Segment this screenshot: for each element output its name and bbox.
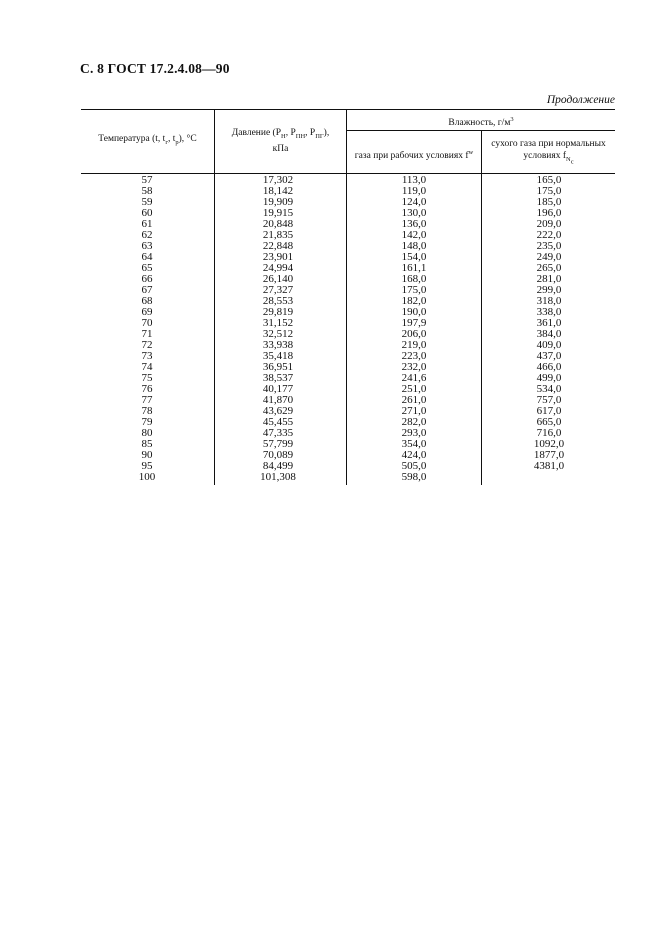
table-row [81,252,615,263]
header-working-gas: газа при рабочих условиях $f^w$ [354,149,474,162]
cell-pressure: 19,909 [262,196,294,208]
cell-working-humidity: 505,0 [401,460,427,472]
cell-temperature: 77 [141,394,153,406]
cell-pressure: 47,335 [262,427,294,439]
cell-working-humidity: 182,0 [401,295,427,307]
header-dry-gas: сухого газа при нормальных условиях $f_{N_с}$ [491,139,606,166]
cell-working-humidity: 119,0 [401,185,427,197]
cell-temperature: 74 [141,361,153,373]
cell-pressure: 38,537 [262,372,294,384]
cell-working-humidity: 136,0 [401,218,427,230]
cell-temperature: 76 [141,383,153,395]
cell-temperature: 67 [141,284,153,296]
cell-pressure: 40,177 [262,383,294,395]
cell-working-humidity: 261,0 [401,394,427,406]
cell-working-humidity: 190,0 [401,306,427,318]
cell-working-humidity: 241,6 [401,372,427,384]
cell-temperature: 70 [141,317,153,329]
cell-temperature: 72 [141,339,153,351]
cell-temperature: 63 [141,240,153,252]
cell-pressure: 57,799 [262,438,294,450]
cell-dry-humidity: 299,0 [536,284,562,296]
cell-dry-humidity: 209,0 [536,218,562,230]
cell-dry-humidity: 665,0 [536,416,562,428]
cell-temperature: 69 [141,306,153,318]
cell-temperature: 66 [141,273,153,285]
cell-working-humidity: 251,0 [401,383,427,395]
table-row [81,219,615,230]
cell-dry-humidity: 384,0 [536,328,562,340]
cell-pressure: 35,418 [262,350,294,362]
table-row [81,373,615,384]
cell-pressure: 43,629 [262,405,294,417]
cell-working-humidity: 175,0 [401,284,427,296]
cell-working-humidity: 282,0 [401,416,427,428]
table-row [81,329,615,340]
table-row [81,395,615,406]
cell-dry-humidity: 437,0 [536,350,562,362]
cell-working-humidity: 354,0 [401,438,427,450]
cell-pressure: 36,951 [262,361,294,373]
cell-temperature: 78 [141,405,153,417]
cell-working-humidity: 154,0 [401,251,427,263]
cell-working-humidity: 223,0 [401,350,427,362]
cell-dry-humidity: 338,0 [536,306,562,318]
cell-working-humidity: 293,0 [401,427,427,439]
cell-working-humidity: 168,0 [401,273,427,285]
table-row [81,186,615,197]
table-row [81,417,615,428]
header-temperature: Температура (t, $t_г$, $t_р$), °С [98,134,197,146]
cell-working-humidity: 161,1 [401,262,427,274]
cell-pressure: 45,455 [262,416,294,428]
cell-dry-humidity: 196,0 [536,207,562,219]
table-row [81,406,615,417]
cell-pressure: 101,308 [260,471,296,483]
cell-temperature: 75 [141,372,153,384]
cell-working-humidity: 130,0 [401,207,427,219]
cell-dry-humidity: 499,0 [536,372,562,384]
cell-dry-humidity: 716,0 [536,427,562,439]
cell-working-humidity: 113,0 [401,174,427,186]
cell-pressure: 21,835 [262,229,294,241]
cell-dry-humidity: 361,0 [536,317,562,329]
cell-dry-humidity: 534,0 [536,383,562,395]
cell-pressure: 31,152 [262,317,294,329]
cell-temperature: 64 [141,251,153,263]
cell-pressure: 23,901 [262,251,294,263]
cell-temperature: 60 [141,207,153,219]
cell-dry-humidity: 757,0 [536,394,562,406]
table-row [81,461,615,472]
cell-pressure: 26,140 [262,273,294,285]
cell-temperature: 61 [141,218,153,230]
cell-working-humidity: 142,0 [401,229,427,241]
cell-dry-humidity: 617,0 [536,405,562,417]
cell-dry-humidity: 4381,0 [533,460,565,472]
table-row [81,340,615,351]
table-row [81,362,615,373]
table-row [81,351,615,362]
cell-working-humidity: 219,0 [401,339,427,351]
table-row [81,241,615,252]
cell-dry-humidity: 409,0 [536,339,562,351]
cell-dry-humidity: 1877,0 [533,449,565,461]
cell-working-humidity: 124,0 [401,196,427,208]
cell-temperature: 100 [138,471,156,483]
cell-dry-humidity: 175,0 [536,185,562,197]
table-row [81,274,615,285]
cell-pressure: 18,142 [262,185,294,197]
table-row [81,175,615,186]
cell-pressure: 29,819 [262,306,294,318]
page-title: С. 8 ГОСТ 17.2.4.08—90 [80,61,230,76]
table-row [81,318,615,329]
cell-working-humidity: 232,0 [401,361,427,373]
cell-pressure: 41,870 [262,394,294,406]
table-row [81,263,615,274]
cell-working-humidity: 424,0 [401,449,427,461]
cell-pressure: 22,848 [262,240,294,252]
table-row [81,230,615,241]
cell-dry-humidity: 466,0 [536,361,562,373]
cell-dry-humidity: 235,0 [536,240,562,252]
table-row [81,197,615,208]
cell-temperature: 62 [141,229,153,241]
cell-temperature: 58 [141,185,153,197]
table-row [81,296,615,307]
header-bottom-rule [81,173,615,174]
cell-temperature: 90 [141,449,153,461]
cell-temperature: 79 [141,416,153,428]
table-row [81,472,615,483]
cell-temperature: 73 [141,350,153,362]
cell-temperature: 59 [141,196,153,208]
continuation-label: Продолжение [546,94,615,106]
cell-temperature: 65 [141,262,153,274]
header-pressure: Давление ($P_Н$, $P_{ПН}$, $P_{ПГ}$), кПа [231,128,330,154]
cell-temperature: 85 [141,438,153,450]
cell-temperature: 80 [141,427,153,439]
cell-pressure: 28,553 [262,295,294,307]
cell-working-humidity: 148,0 [401,240,427,252]
cell-dry-humidity: 222,0 [536,229,562,241]
cell-pressure: 24,994 [262,262,294,274]
cell-pressure: 19,915 [262,207,294,219]
table-row [81,384,615,395]
cell-temperature: 68 [141,295,153,307]
cell-temperature: 57 [141,174,153,186]
table-row [81,285,615,296]
cell-dry-humidity: 265,0 [536,262,562,274]
cell-working-humidity: 271,0 [401,405,427,417]
table-row [81,208,615,219]
cell-dry-humidity: 281,0 [536,273,562,285]
cell-pressure: 84,499 [262,460,294,472]
cell-pressure: 27,327 [262,284,294,296]
table-row [81,307,615,318]
header-humidity-group: Влажность, $г/м^3$ [448,116,514,129]
cell-temperature: 95 [141,460,153,472]
cell-pressure: 32,512 [262,328,294,340]
cell-dry-humidity: 249,0 [536,251,562,263]
cell-pressure: 20,848 [262,218,294,230]
cell-dry-humidity: 1092,0 [533,438,565,450]
cell-working-humidity: 197,9 [401,317,427,329]
cell-pressure: 17,302 [262,174,294,186]
cell-pressure: 33,938 [262,339,294,351]
cell-working-humidity: 206,0 [401,328,427,340]
cell-dry-humidity: 165,0 [536,174,562,186]
cell-dry-humidity: 318,0 [536,295,562,307]
table-top-rule [81,109,615,110]
cell-dry-humidity: 185,0 [536,196,562,208]
cell-temperature: 71 [141,328,153,340]
cell-working-humidity: 598,0 [401,471,427,483]
cell-pressure: 70,089 [262,449,294,461]
